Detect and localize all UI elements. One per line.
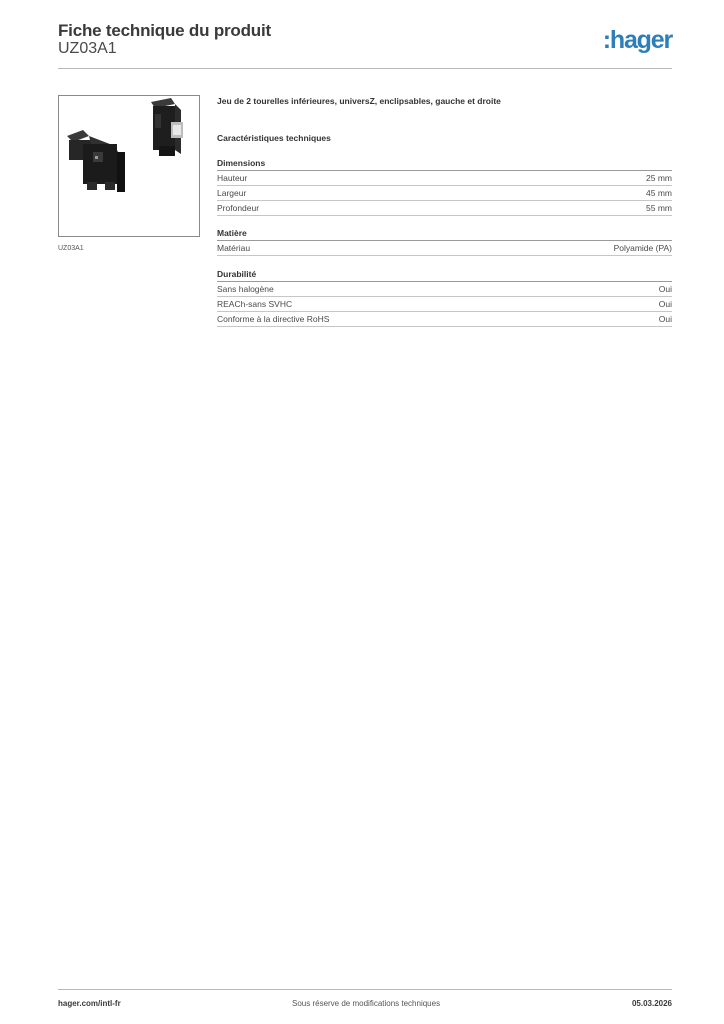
specs-section-title: Caractéristiques techniques: [217, 133, 331, 143]
footer-website-link[interactable]: hager.com/intl-fr: [58, 999, 121, 1008]
spec-label: Hauteur: [217, 173, 248, 183]
spec-row: [217, 312, 672, 327]
spec-label: Sans halogène: [217, 284, 274, 294]
product-description: Jeu de 2 tourelles inférieures, universZ, enclipsables, gauche et droite: [217, 96, 501, 106]
spec-label: Matériau: [217, 243, 251, 253]
product-image-frame: [58, 95, 200, 237]
spec-group-title: Matière: [217, 228, 672, 241]
spec-row: [217, 186, 672, 201]
footer-divider: [58, 989, 672, 990]
spec-label: Largeur: [217, 188, 247, 198]
lower-turret-part: [67, 130, 125, 192]
footer-disclaimer: Sous réserve de modifications techniques: [292, 999, 441, 1008]
spec-group-title: Dimensions: [217, 158, 672, 171]
spec-row: [217, 171, 672, 186]
spec-value: Oui: [658, 284, 672, 294]
spec-label: Profondeur: [217, 203, 260, 213]
page-title: Fiche technique du produit: [58, 21, 271, 40]
spec-value: Oui: [658, 314, 672, 324]
spec-label: Conforme à la directive RoHS: [217, 314, 330, 324]
spec-row: [217, 201, 672, 216]
header-divider: [58, 68, 672, 69]
spec-row: [217, 241, 672, 256]
image-caption: UZ03A1: [58, 245, 84, 252]
spec-value: 25 mm: [646, 173, 672, 183]
product-image: [59, 96, 199, 236]
hager-logo: :hager: [602, 26, 672, 54]
footer-date: 05.03.2026: [631, 999, 672, 1008]
spec-group-matiere: [217, 228, 672, 256]
spec-row: [217, 282, 672, 297]
spec-value: 55 mm: [646, 203, 672, 213]
spec-group-title: Durabilité: [217, 269, 672, 282]
spec-value: 45 mm: [646, 188, 672, 198]
spec-value: Polyamide (PA): [613, 243, 672, 253]
spec-group-durabilite: [217, 269, 672, 327]
product-reference: UZ03A1: [58, 40, 117, 57]
spec-label: REACh-sans SVHC: [217, 299, 293, 309]
main-content: [217, 96, 672, 327]
spec-row: [217, 297, 672, 312]
upper-turret-part: [151, 98, 183, 156]
spec-group-dimensions: [217, 158, 672, 216]
spec-value: Oui: [658, 299, 672, 309]
